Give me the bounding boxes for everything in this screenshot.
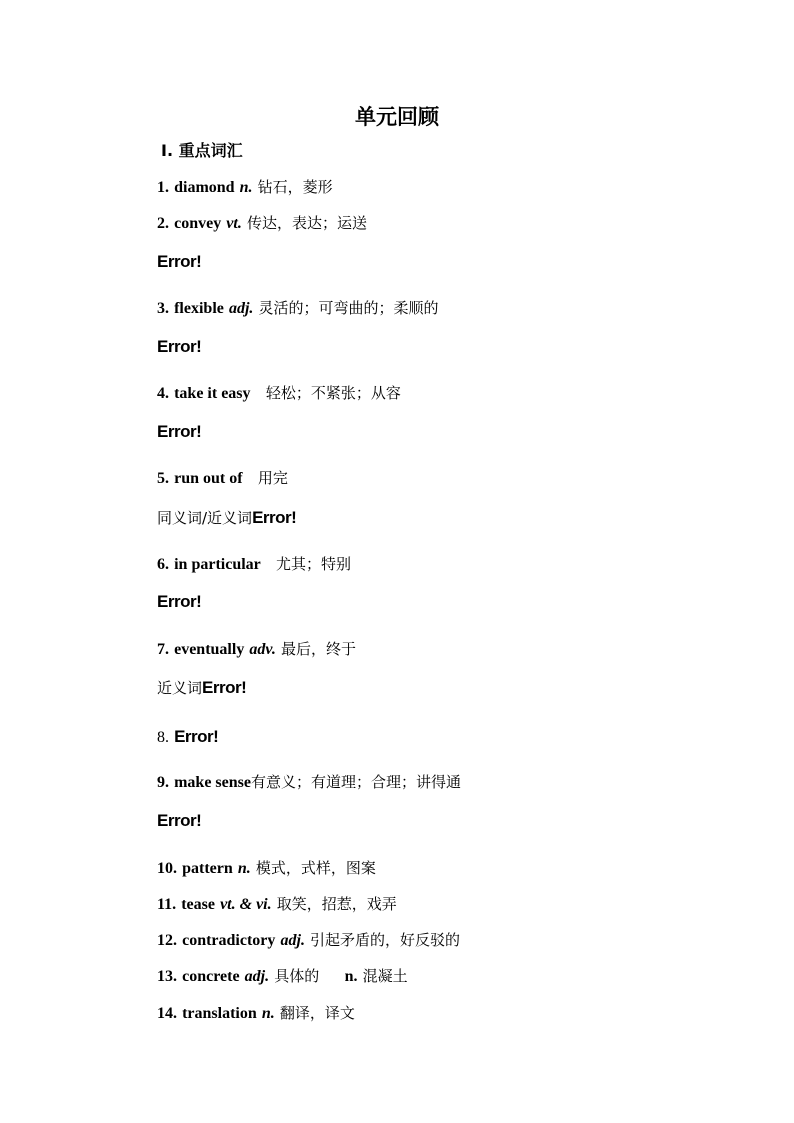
- vocab-word: run out of: [174, 470, 243, 487]
- error-field: [157, 251, 201, 273]
- error-field: [157, 591, 201, 613]
- vocab-item-1: [157, 176, 333, 199]
- vocab-item-8: [157, 726, 218, 749]
- vocab-meaning: 用完: [257, 469, 288, 487]
- vocab-item-5: [157, 467, 288, 490]
- vocab-item-2: [157, 212, 367, 235]
- item-number: 12.: [157, 932, 177, 949]
- item-number: 6.: [157, 556, 169, 573]
- section-heading: Ⅰ. 重点词汇: [161, 141, 243, 160]
- part-of-speech: n.: [261, 1005, 275, 1022]
- vocab-word: convey: [174, 215, 222, 232]
- vocab-meaning: 有意义；有道理；合理；讲得通: [250, 773, 461, 791]
- error-field: [157, 810, 201, 832]
- vocab-item-14: [157, 1002, 355, 1025]
- part-of-speech-2: n.: [344, 968, 358, 985]
- vocab-item-7: [157, 638, 356, 661]
- vocab-item-4: [157, 382, 401, 405]
- vocab-word: eventually: [174, 641, 245, 658]
- synonym-label: 近义词: [157, 679, 203, 697]
- error-field: [157, 421, 201, 443]
- synonym-line: [157, 507, 296, 529]
- vocab-word: pattern: [182, 860, 233, 877]
- part-of-speech: adj.: [244, 968, 270, 985]
- vocab-meaning-2: 混凝土: [362, 967, 408, 985]
- item-number: 8.: [157, 729, 169, 746]
- part-of-speech: adj.: [280, 932, 305, 949]
- vocab-word: in particular: [174, 556, 261, 573]
- item-number: 11.: [157, 896, 177, 913]
- vocab-item-10: [157, 857, 376, 880]
- part-of-speech: n.: [239, 179, 253, 196]
- item-number: 14.: [157, 1005, 177, 1022]
- vocab-meaning: 翻译，译文: [279, 1004, 355, 1022]
- item-number: 10.: [157, 860, 177, 877]
- error-text: Error!: [157, 337, 202, 356]
- page-title: 单元回顾: [355, 105, 439, 129]
- vocab-meaning: 钻石，菱形: [257, 178, 333, 196]
- part-of-speech: adj.: [228, 300, 254, 317]
- synonym-line: [157, 677, 246, 699]
- vocab-word: translation: [182, 1005, 257, 1022]
- vocab-word: diamond: [174, 179, 235, 196]
- vocab-item-9: [157, 771, 461, 794]
- synonym-label: 同义词/近义词: [157, 509, 253, 527]
- vocab-meaning: 模式，式样，图案: [255, 859, 376, 877]
- error-text: Error!: [157, 252, 202, 271]
- vocab-meaning: 尤其；特别: [276, 555, 352, 573]
- vocab-item-3: [157, 297, 439, 320]
- vocab-meaning: 引起矛盾的，好反驳的: [310, 931, 461, 949]
- part-of-speech: vt. & vi.: [220, 896, 272, 913]
- vocab-word: contradictory: [182, 932, 276, 949]
- error-text: Error!: [202, 678, 247, 697]
- vocab-item-6: [157, 553, 351, 576]
- item-number: 13.: [157, 968, 177, 985]
- vocab-word: make sense: [174, 774, 251, 791]
- vocab-meaning: 传达，表达；运送: [246, 214, 367, 232]
- vocab-item-13: [157, 965, 408, 988]
- part-of-speech: adv.: [249, 641, 276, 658]
- item-number: 9.: [157, 774, 169, 791]
- error-text: Error!: [157, 422, 202, 441]
- part-of-speech: vt.: [226, 215, 242, 232]
- vocab-meaning: 具体的: [274, 967, 320, 985]
- part-of-speech: n.: [237, 860, 251, 877]
- vocab-meaning: 灵活的；可弯曲的；柔顺的: [258, 299, 439, 317]
- error-text: Error!: [174, 727, 219, 746]
- vocab-item-11: [157, 893, 397, 916]
- item-number: 4.: [157, 385, 169, 402]
- item-number: 5.: [157, 470, 169, 487]
- vocab-word: flexible: [174, 300, 224, 317]
- vocab-meaning: 轻松；不紧张；从容: [265, 384, 401, 402]
- error-text: Error!: [157, 811, 202, 830]
- item-number: 1.: [157, 179, 169, 196]
- vocab-word: concrete: [182, 968, 240, 985]
- vocab-word: take it easy: [174, 385, 251, 402]
- error-text: Error!: [157, 592, 202, 611]
- vocab-meaning: 最后，终于: [281, 640, 357, 658]
- vocab-word: tease: [181, 896, 215, 913]
- error-field: [157, 336, 201, 358]
- item-number: 7.: [157, 641, 169, 658]
- item-number: 3.: [157, 300, 169, 317]
- item-number: 2.: [157, 215, 169, 232]
- vocab-item-12: [157, 929, 460, 952]
- vocab-meaning: 取笑，招惹，戏弄: [276, 895, 397, 913]
- error-text: Error!: [252, 508, 297, 527]
